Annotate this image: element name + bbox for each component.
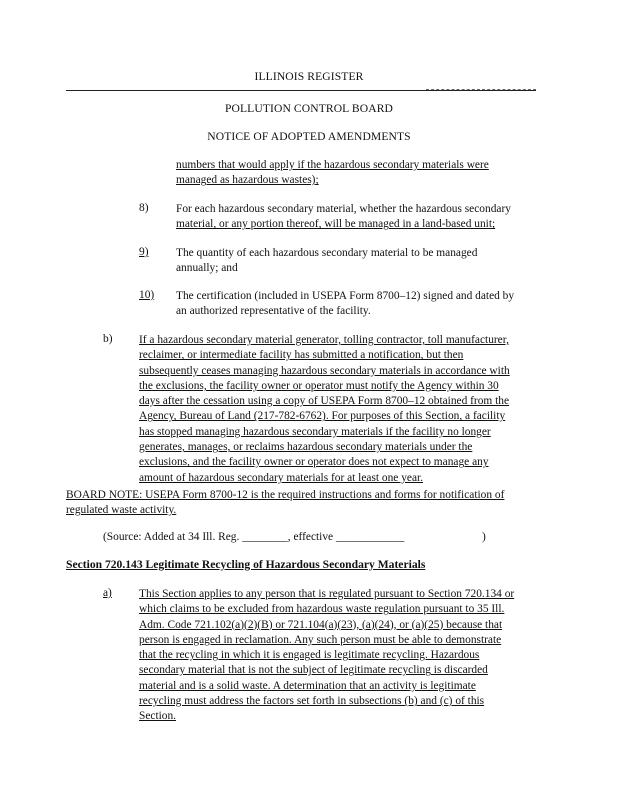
notice-title: NOTICE OF ADOPTED AMENDMENTS <box>207 130 411 143</box>
subsection-a-line: Adm. Code 721.102(a)(2)(B) or 721.104(a)(23), (a)(24), or (a)(25) because that <box>139 618 503 631</box>
subsection-a-text <box>139 587 539 725</box>
subsection-b-line: has stopped managing hazardous secondary materials if the facility no longer <box>139 425 491 438</box>
continued-line-2: managed as hazardous wastes); <box>176 174 319 187</box>
subsection-b-line: subsequently ceases managing hazardous secondary materials in accordance with <box>139 364 510 377</box>
subsection-a-line: person is engaged in reclamation. Any such person must be able to demonstrate <box>139 633 502 646</box>
subsection-a-line: Section. <box>139 710 177 723</box>
subsection-a-line: recycling must address the factors set forth in subsections (b) and (c) of this <box>139 695 485 708</box>
item-9-text <box>176 246 477 277</box>
subsection-b-text <box>139 333 539 486</box>
item-10-line-1: The certification (included in USEPA Form 8700–12) signed and dated by <box>176 290 515 302</box>
section-title: Section 720.143 Legitimate Recycling of Hazardous Secondary Materials <box>66 558 426 571</box>
item-10-text <box>176 289 514 320</box>
subsection-b-line: reclaimer, or intermediate facility has submitted a notification, but then <box>139 349 464 362</box>
subsection-a-line: that the recycling in which it is engaged is legitimate recycling. Hazardous <box>139 649 480 662</box>
agency-name: POLLUTION CONTROL BOARD <box>224 102 394 115</box>
item-8-number: 8) <box>139 202 149 214</box>
item-8-line-2: material, or any portion thereof, will be managed in a land-based unit; <box>176 218 496 231</box>
subsection-a-line: secondary material that is not the subject of legitimate recycling is discarded <box>139 664 488 677</box>
subsection-b-line: generates, manages, or reclaims hazardous secondary materials under the <box>139 441 473 454</box>
item-8-line-1: For each hazardous secondary material, whether the hazardous secondary <box>176 203 511 215</box>
subsection-a-line: material and is a solid waste. A determination that an activity is legitimate <box>139 679 476 692</box>
continued-line-1: numbers that would apply if the hazardous secondary materials were <box>176 159 489 171</box>
subsection-b-line: exclusions, and the facility owner or operator does not expect to manage any <box>139 456 489 469</box>
source-note: (Source: Added at 34 Ill. Reg. ________, effective ____________ <box>103 531 405 543</box>
board-note-line-1: BOARD NOTE: USEPA Form 8700-12 is the required instructions and forms for notification of <box>66 489 505 501</box>
subsection-b-line: the exclusions, the facility owner or operator must notify the Agency within 30 <box>139 379 499 392</box>
item-10-number: 10) <box>139 289 155 301</box>
board-note-line-2: regulated waste activity. <box>66 504 177 517</box>
subsection-a-line: which claims to be excluded from hazardous waste regulation pursuant to 35 Ill. <box>139 603 505 616</box>
header-rule <box>66 90 536 91</box>
item-9-line-2: annually; and <box>176 262 238 275</box>
item-9-number: 9) <box>139 246 149 258</box>
subsection-a-label: a) <box>103 587 112 599</box>
subsection-b-line: If a hazardous secondary material generator, tolling contractor, toll manufacturer, <box>139 334 509 346</box>
subsection-a-line: This Section applies to any person that is regulated pursuant to Section 720.134 or <box>139 588 515 600</box>
continued-paragraph <box>176 158 489 189</box>
board-note <box>66 488 536 519</box>
source-note-close: ) <box>482 531 486 543</box>
item-10-line-2: an authorized representative of the facility. <box>176 305 371 318</box>
header-rule-dotted <box>426 89 536 90</box>
item-8-text <box>176 202 511 233</box>
subsection-b-label: b) <box>103 333 113 345</box>
item-9-line-1: The quantity of each hazardous secondary material to be managed <box>176 247 478 259</box>
subsection-b-line: amount of hazardous secondary materials for at least one year. <box>139 471 424 484</box>
register-title: ILLINOIS REGISTER <box>254 70 364 83</box>
subsection-b-line: days after the cessation using a copy of USEPA Form 8700–12 obtained from the <box>139 395 510 408</box>
subsection-b-line: Agency, Bureau of Land (217-782-6762). For purposes of this Section, a facility <box>139 410 506 423</box>
